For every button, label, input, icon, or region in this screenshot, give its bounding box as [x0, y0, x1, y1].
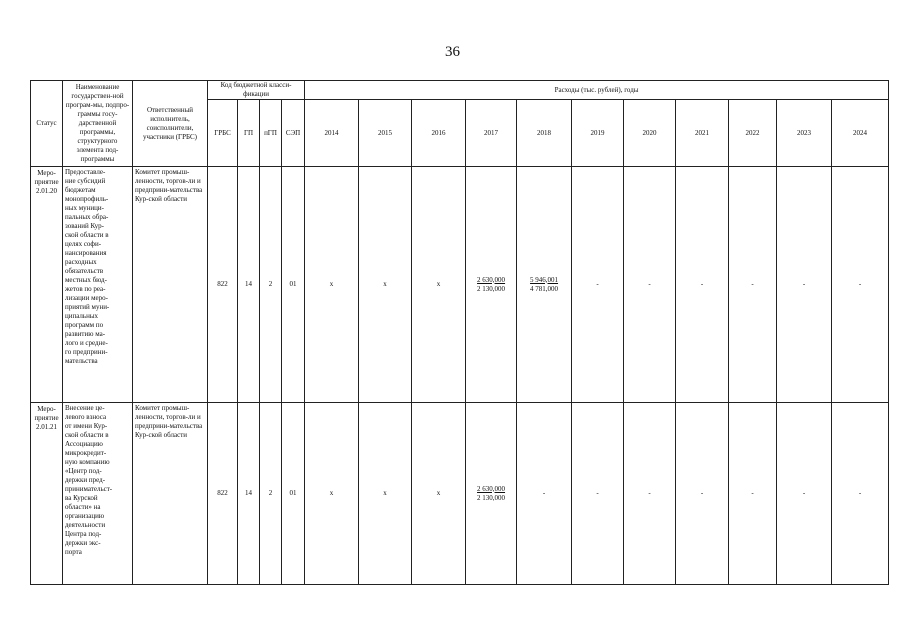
- expense-cell-2020: -: [624, 403, 676, 585]
- expense-cell-2019: -: [572, 403, 624, 585]
- expense-cell-2017: 2 630,000 2 130,000: [466, 167, 517, 403]
- header-year-2016: 2016: [412, 100, 466, 167]
- expense-cell-2024: -: [832, 167, 889, 403]
- budget-table: [30, 80, 889, 585]
- header-year-2023: 2023: [777, 100, 832, 167]
- name-cell: Внесение це- левого взноса от имени Кур- ской области в Ассоциацию микрокредит- ную компанию «Центр под- держки пред- принимательст- ва Курской области» на организацию деятельности Центра под- держки экс- порта: [63, 403, 133, 585]
- responsible-cell: Комитет промыш-ленности, торгов-ли и предприни-мательства Кур-ской области: [133, 167, 208, 403]
- code-cell: 14: [238, 167, 260, 403]
- header-responsible: Ответственный исполнитель, соисполнители, участники (ГРБС): [133, 81, 208, 167]
- header-year-2017: 2017: [466, 100, 517, 167]
- header-code-0: ГРБС: [208, 100, 238, 167]
- code-cell: 822: [208, 167, 238, 403]
- responsible-cell: Комитет промыш-ленности, торгов-ли и предприни-мательства Кур-ской области: [133, 403, 208, 585]
- status-cell: Меро-приятие 2.01.21: [31, 403, 63, 585]
- expense-cell-2018: 5 946,001 4 781,000: [517, 167, 572, 403]
- code-cell: 14: [238, 403, 260, 585]
- expense-cell-2016: х: [412, 167, 466, 403]
- expense-cell-2022: -: [729, 403, 777, 585]
- expense-cell-2017: 2 630,000 2 130,000: [466, 403, 517, 585]
- header-year-2020: 2020: [624, 100, 676, 167]
- expense-cell-2014: х: [305, 167, 359, 403]
- expense-cell-2023: -: [777, 403, 832, 585]
- expense-cell-2018: -: [517, 403, 572, 585]
- expense-cell-2023: -: [777, 167, 832, 403]
- code-cell: 01: [282, 167, 305, 403]
- expense-cell-2016: х: [412, 403, 466, 585]
- expense-cell-2022: -: [729, 167, 777, 403]
- expense-cell-2015: х: [359, 167, 412, 403]
- header-year-2024: 2024: [832, 100, 889, 167]
- expense-cell-2019: -: [572, 167, 624, 403]
- header-code-3: СЭП: [282, 100, 305, 167]
- code-cell: 822: [208, 403, 238, 585]
- code-cell: 2: [260, 167, 282, 403]
- header-year-2022: 2022: [729, 100, 777, 167]
- header-code-2: пГП: [260, 100, 282, 167]
- header-year-2014: 2014: [305, 100, 359, 167]
- header-name: Наименование государствен-ной програм-мы, подпро-граммы госу-дарственной программы, структурного элемента под-программы: [63, 81, 133, 167]
- table-row: [31, 167, 889, 403]
- expense-cell-2020: -: [624, 167, 676, 403]
- header-status: Статус: [31, 81, 63, 167]
- expense-cell-2021: -: [676, 167, 729, 403]
- header-year-2015: 2015: [359, 100, 412, 167]
- header-code-1: ГП: [238, 100, 260, 167]
- header-year-2019: 2019: [572, 100, 624, 167]
- expense-cell-2015: х: [359, 403, 412, 585]
- page-number: 36: [445, 44, 460, 60]
- header-year-2018: 2018: [517, 100, 572, 167]
- code-cell: 2: [260, 403, 282, 585]
- header-year-2021: 2021: [676, 100, 729, 167]
- name-cell: Предоставле- ние субсидий бюджетам монопрофиль- ных муници- пальных обра- зований Кур- ской области в целях софи- нансирования расходных обязательств местных бюд- жетов по реа- лизации меро- приятий муни- ципальных программ по развитию ма- лого и средне- го предприни- мательства: [63, 167, 133, 403]
- expense-cell-2021: -: [676, 403, 729, 585]
- header-budget-code: Код бюджетной класси-фикации: [208, 81, 305, 100]
- header-expenses: Расходы (тыс. рублей), годы: [305, 81, 889, 100]
- table-row: [31, 403, 889, 585]
- expense-cell-2014: х: [305, 403, 359, 585]
- status-cell: Меро-приятие 2.01.20: [31, 167, 63, 403]
- code-cell: 01: [282, 403, 305, 585]
- expense-cell-2024: -: [832, 403, 889, 585]
